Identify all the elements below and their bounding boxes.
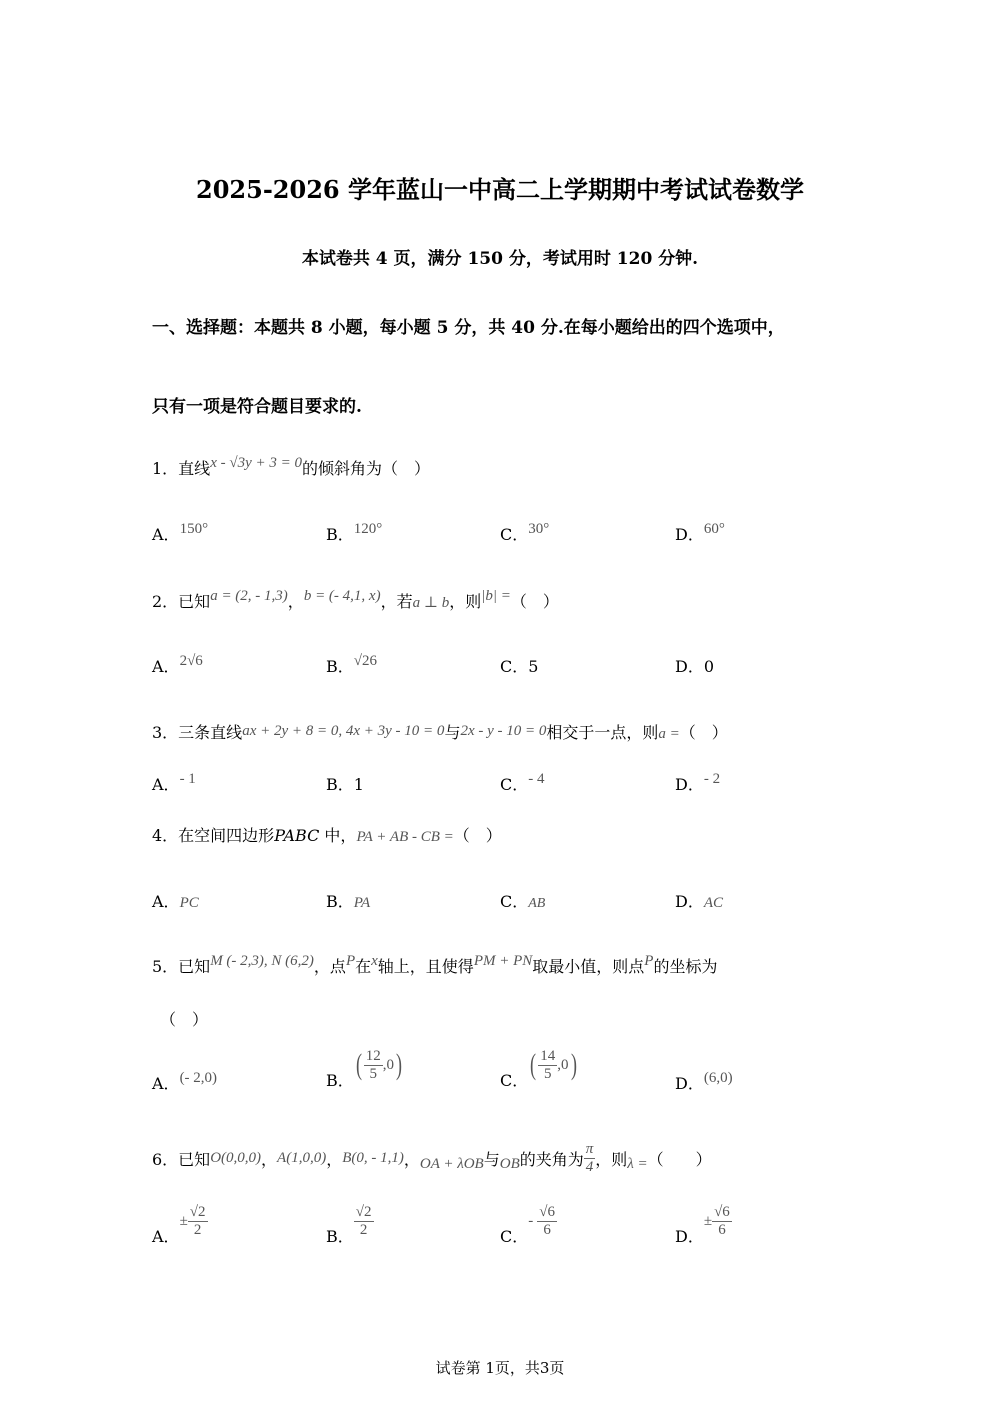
vector-sum: OA + λOB [419,1155,484,1172]
question-text: 轴上，且使得 [377,957,474,976]
option-label: C． [500,775,529,794]
option-value: AB [528,896,546,911]
option-6d[interactable] [675,1200,732,1250]
option-value [528,1204,557,1238]
option-4b[interactable] [326,889,370,912]
option-5b[interactable] [326,1044,404,1094]
equations: ax + 2y + 8 = 0, 4x + 3y - 10 = 0 [242,723,445,739]
question-text: 中， [319,826,357,845]
option-label: D． [675,1227,704,1246]
option-label: A． [152,1074,180,1093]
question-text: 的坐标为 [653,957,718,976]
numerator: √6 [539,1204,555,1220]
question-text: （ ） [510,592,559,611]
option-label: B． [326,525,354,544]
numerator: π [585,1141,594,1157]
vector-expression: PA + AB - CB = [356,829,454,845]
denominator: 6 [718,1221,726,1238]
fraction [537,1204,557,1238]
option-value: AC [703,895,724,911]
option-label: A． [152,892,180,911]
equation: x - √3y + 3 = 0 [210,455,302,471]
option-label: A． [152,1227,180,1246]
left-paren-icon: ( [355,1048,362,1081]
question-text: 与 [483,1149,500,1169]
question-text: （ ） [647,1149,712,1169]
option-5a[interactable] [152,1071,217,1094]
point-p: P [345,953,356,969]
option-value: √26 [353,653,377,669]
numerator: √6 [714,1204,730,1220]
option-4d[interactable] [675,889,723,912]
option-label: D． [675,525,704,544]
question-2 [152,589,559,612]
option-value: 120° [353,521,383,537]
question-number: 2．已知 [152,592,211,611]
question-text: ，若 [380,592,413,611]
lambda: λ = [627,1155,648,1172]
point-p: P [644,953,654,969]
option-label: C． [500,892,529,911]
separator: ， [287,592,304,611]
question-text: （ ） [453,826,502,845]
option-label: C． [500,657,529,676]
option-value: 5 [528,657,539,676]
question-text: 在 [355,957,372,976]
option-1b[interactable] [326,522,382,545]
coordinate-rest: ,0 [382,1056,395,1073]
option-label: B． [326,1227,354,1246]
option-value [354,1048,404,1082]
left-paren-icon: ( [530,1048,537,1081]
question-text: （ ） [679,723,728,742]
option-value: (6,0) [703,1070,733,1086]
question-text: ，点 [313,957,346,976]
fraction [712,1204,732,1238]
equation: 2x - y - 10 = 0 [460,723,547,739]
vector-ob: OB [499,1155,520,1172]
x-axis-var: x [371,953,378,969]
option-1d[interactable] [675,522,725,545]
coordinate-rest: ,0 [557,1056,569,1073]
point-o: O(0,0,0) [210,1149,262,1166]
option-value: 2√6 [179,653,203,669]
option-value: PA [353,895,371,911]
question-5-blank: （ ） [160,1010,209,1029]
denominator: 2 [359,1221,368,1238]
section-heading-line1: 一、选择题：本题共 8 小题，每小题 5 分，共 40 分.在每小题给出的四个选项中， [152,318,785,338]
option-value [704,1204,732,1238]
quadrilateral-name: PABC [274,826,320,845]
option-1a[interactable] [152,522,208,545]
option-label: A． [152,657,180,676]
denominator: 6 [543,1221,551,1238]
option-3b[interactable] [326,772,364,795]
section-heading-line2: 只有一项是符合题目要求的. [152,397,362,417]
question-1 [152,456,430,479]
option-label: B． [326,775,354,794]
question-text: 与 [444,723,461,742]
perpendicular-condition: a ⊥ b [412,595,450,611]
option-value [528,1048,578,1082]
option-value: 60° [703,521,725,537]
option-value [354,1204,374,1238]
question-number: 5．已知 [152,957,211,976]
option-5c[interactable] [500,1044,579,1094]
option-3a[interactable] [152,772,196,795]
option-value: 1 [353,775,364,794]
question-5 [152,954,717,977]
option-5d[interactable] [675,1071,733,1094]
option-2c[interactable] [500,654,538,677]
option-4a[interactable] [152,889,199,912]
question-text: 的夹角为 [519,1149,584,1169]
point-b: B(0, - 1,1) [342,1149,404,1166]
option-1c[interactable] [500,522,549,545]
fraction [354,1204,374,1238]
right-paren-icon: ) [570,1048,577,1081]
denominator: 2 [193,1221,202,1238]
separator: ， [403,1149,420,1169]
option-label: B． [326,1071,354,1090]
sum-expression: PM + PN [473,953,533,969]
question-4 [152,823,502,846]
fraction [364,1048,383,1082]
page-footer: 试卷第 1页，共3页 [435,1359,565,1377]
option-2a[interactable] [152,654,203,677]
question-text: 相交于一点，则 [546,723,659,742]
fraction [188,1204,208,1238]
denominator: 5 [544,1065,552,1082]
option-2d[interactable] [675,654,714,677]
separator: ， [261,1149,278,1169]
option-3d[interactable] [675,772,720,795]
numerator: √2 [355,1204,372,1220]
fraction [538,1048,557,1082]
option-value [180,1204,208,1238]
option-value: - 1 [179,771,196,787]
option-value: 30° [528,521,550,537]
option-label: D． [675,775,704,794]
option-label: A． [152,525,180,544]
exam-info: 本试卷共 4 页，满分 150 分，考试用时 120 分钟. [301,249,699,269]
numerator: √2 [189,1204,206,1220]
question-text: 的倾斜角为（ ） [301,459,430,478]
option-value: PC [179,895,199,911]
sign: ± [179,1212,188,1229]
option-value: (- 2,0) [179,1070,218,1086]
separator: ， [326,1149,343,1169]
option-label: C． [500,1071,529,1090]
vector-b: b = (- 4,1, x) [303,588,381,604]
question-number: 6．已知 [152,1149,211,1169]
question-number: 4．在空间四边形 [152,826,275,845]
option-label: A． [152,775,180,794]
vector-a: a = (2, - 1,3) [210,588,288,604]
option-label: B． [326,892,354,911]
option-value: 0 [703,657,715,676]
option-value: - 4 [528,771,545,787]
question-6 [152,1137,712,1179]
option-label: D． [675,892,704,911]
points-m-n: M (- 2,3), N (6,2) [210,953,314,969]
option-label: C． [500,525,529,544]
page-title: 2025-2026 学年蓝山一中高二上学期期中考试试卷数学 [196,175,804,204]
sign: - [528,1212,534,1229]
option-label: B． [326,657,354,676]
angle-fraction [584,1141,596,1175]
question-number: 3．三条直线 [152,723,243,742]
question-text: 取最小值，则点 [532,957,645,976]
option-6b[interactable] [326,1200,374,1250]
option-label: D． [675,1074,704,1093]
option-value: - 2 [703,771,721,787]
denominator: 5 [369,1065,378,1082]
question-text: ，则 [595,1149,628,1169]
option-label: D． [675,657,704,676]
denominator: 4 [585,1158,594,1175]
question-number: 1．直线 [152,459,211,478]
option-6c[interactable] [500,1200,557,1250]
numerator: 12 [365,1048,381,1064]
magnitude-b: |b| = [481,588,511,604]
point-a: A(1,0,0) [277,1149,327,1166]
numerator: 14 [540,1048,556,1064]
option-6a[interactable] [152,1200,208,1250]
option-2b[interactable] [326,654,377,677]
option-label: C． [500,1227,529,1246]
unknown-a: a = [658,726,680,742]
question-text: ，则 [449,592,482,611]
option-3c[interactable] [500,772,545,795]
option-4c[interactable] [500,889,545,912]
sign: ± [703,1212,713,1229]
option-value: 150° [179,521,209,537]
right-paren-icon: ) [396,1048,403,1081]
question-3 [152,720,728,743]
